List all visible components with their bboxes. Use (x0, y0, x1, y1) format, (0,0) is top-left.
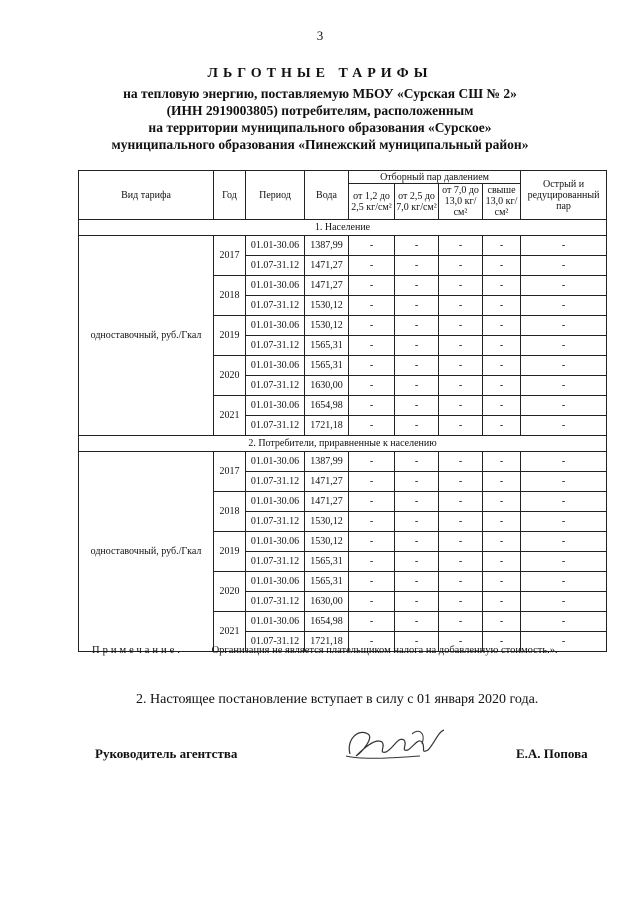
water-cell: 1471,27 (305, 276, 349, 296)
dash-cell: - (395, 416, 439, 436)
dash-cell: - (521, 452, 607, 472)
period-cell: 01.07-31.12 (246, 296, 305, 316)
dash-cell: - (439, 296, 483, 316)
dash-cell: - (439, 532, 483, 552)
water-cell: 1654,98 (305, 396, 349, 416)
title-line: на тепловую энергию, поставляемую МБОУ «Сурская СШ № 2» (123, 86, 517, 101)
dash-cell: - (395, 452, 439, 472)
dash-cell: - (439, 236, 483, 256)
header-steam-1: от 1,2 до 2,5 кг/см² (349, 184, 395, 220)
period-cell: 01.01-30.06 (246, 276, 305, 296)
signatory-role: Руководитель агентства (95, 746, 238, 761)
dash-cell: - (483, 256, 521, 276)
water-cell: 1471,27 (305, 492, 349, 512)
dash-cell: - (521, 572, 607, 592)
period-cell: 01.07-31.12 (246, 256, 305, 276)
dash-cell: - (395, 296, 439, 316)
dash-cell: - (349, 472, 395, 492)
dash-cell: - (521, 296, 607, 316)
dash-cell: - (395, 592, 439, 612)
dash-cell: - (395, 512, 439, 532)
period-cell: 01.07-31.12 (246, 472, 305, 492)
dash-cell: - (349, 276, 395, 296)
water-cell: 1721,18 (305, 632, 349, 652)
dash-cell: - (483, 472, 521, 492)
water-cell: 1471,27 (305, 472, 349, 492)
dash-cell: - (395, 532, 439, 552)
note-label: Примечание. (92, 645, 183, 656)
dash-cell: - (439, 492, 483, 512)
period-cell: 01.01-30.06 (246, 316, 305, 336)
water-cell: 1530,12 (305, 316, 349, 336)
dash-cell: - (521, 632, 607, 652)
period-cell: 01.01-30.06 (246, 572, 305, 592)
dash-cell: - (483, 356, 521, 376)
header-tariff-type: Вид тарифа (79, 171, 214, 220)
header-year: Год (214, 171, 246, 220)
dash-cell: - (483, 572, 521, 592)
dash-cell: - (349, 572, 395, 592)
water-cell: 1530,12 (305, 296, 349, 316)
tariff-type-cell: одноставочный, руб./Гкал (79, 452, 214, 652)
dash-cell: - (349, 632, 395, 652)
period-cell: 01.01-30.06 (246, 236, 305, 256)
dash-cell: - (521, 472, 607, 492)
dash-cell: - (439, 552, 483, 572)
dash-cell: - (483, 512, 521, 532)
period-cell: 01.01-30.06 (246, 532, 305, 552)
dash-cell: - (483, 552, 521, 572)
dash-cell: - (521, 592, 607, 612)
dash-cell: - (395, 472, 439, 492)
header-water: Вода (305, 171, 349, 220)
year-cell: 2018 (214, 492, 246, 532)
period-cell: 01.01-30.06 (246, 396, 305, 416)
dash-cell: - (349, 396, 395, 416)
dash-cell: - (395, 612, 439, 632)
water-cell: 1530,12 (305, 512, 349, 532)
dash-cell: - (521, 416, 607, 436)
water-cell: 1565,31 (305, 356, 349, 376)
section-row (79, 436, 607, 452)
title-main: ЛЬГОТНЫЕ ТАРИФЫ (207, 66, 433, 81)
note (92, 645, 558, 656)
signatory-name: Е.А. Попова (516, 746, 588, 761)
dash-cell: - (483, 396, 521, 416)
document-title (0, 66, 640, 153)
section-title: 2. Потребители, приравненные к населению (79, 436, 607, 452)
dash-cell: - (349, 532, 395, 552)
dash-cell: - (521, 492, 607, 512)
dash-cell: - (349, 612, 395, 632)
dash-cell: - (483, 632, 521, 652)
water-cell: 1721,18 (305, 416, 349, 436)
dash-cell: - (521, 336, 607, 356)
page-number: 3 (316, 28, 324, 43)
water-cell: 1630,00 (305, 592, 349, 612)
dash-cell: - (521, 376, 607, 396)
year-cell: 2021 (214, 612, 246, 652)
header-steam-2: от 2,5 до 7,0 кг/см² (395, 184, 439, 220)
period-cell: 01.07-31.12 (246, 552, 305, 572)
dash-cell: - (521, 532, 607, 552)
dash-cell: - (483, 376, 521, 396)
water-cell: 1387,99 (305, 452, 349, 472)
period-cell: 01.01-30.06 (246, 612, 305, 632)
year-cell: 2019 (214, 532, 246, 572)
dash-cell: - (439, 612, 483, 632)
water-cell: 1565,31 (305, 336, 349, 356)
dash-cell: - (521, 276, 607, 296)
dash-cell: - (349, 512, 395, 532)
year-cell: 2021 (214, 396, 246, 436)
dash-cell: - (483, 532, 521, 552)
dash-cell: - (521, 552, 607, 572)
dash-cell: - (439, 336, 483, 356)
section-row (79, 220, 607, 236)
dash-cell: - (521, 316, 607, 336)
dash-cell: - (395, 376, 439, 396)
dash-cell: - (439, 316, 483, 336)
dash-cell: - (439, 572, 483, 592)
dash-cell: - (395, 492, 439, 512)
period-cell: 01.07-31.12 (246, 336, 305, 356)
dash-cell: - (483, 492, 521, 512)
title-line: муниципального образования «Пинежский муниципальный район» (111, 137, 529, 152)
effective-date-paragraph: 2. Настоящее постановление вступает в силу с 01 января 2020 года. (136, 692, 539, 707)
dash-cell: - (439, 472, 483, 492)
dash-cell: - (395, 396, 439, 416)
dash-cell: - (483, 452, 521, 472)
dash-cell: - (439, 376, 483, 396)
water-cell: 1565,31 (305, 552, 349, 572)
year-cell: 2017 (214, 236, 246, 276)
dash-cell: - (483, 336, 521, 356)
dash-cell: - (349, 236, 395, 256)
water-cell: 1565,31 (305, 572, 349, 592)
dash-cell: - (349, 552, 395, 572)
dash-cell: - (521, 256, 607, 276)
dash-cell: - (349, 356, 395, 376)
dash-cell: - (521, 612, 607, 632)
dash-cell: - (439, 276, 483, 296)
dash-cell: - (439, 396, 483, 416)
dash-cell: - (395, 336, 439, 356)
year-cell: 2020 (214, 356, 246, 396)
dash-cell: - (439, 256, 483, 276)
period-cell: 01.07-31.12 (246, 632, 305, 652)
dash-cell: - (521, 236, 607, 256)
header-steam-4: свыше 13,0 кг/см² (483, 184, 521, 220)
dash-cell: - (349, 296, 395, 316)
period-cell: 01.01-30.06 (246, 492, 305, 512)
dash-cell: - (483, 276, 521, 296)
dash-cell: - (349, 452, 395, 472)
dash-cell: - (395, 356, 439, 376)
water-cell: 1387,99 (305, 236, 349, 256)
year-cell: 2017 (214, 452, 246, 492)
water-cell: 1630,00 (305, 376, 349, 396)
period-cell: 01.07-31.12 (246, 376, 305, 396)
dash-cell: - (439, 512, 483, 532)
tariff-type-cell: одноставочный, руб./Гкал (79, 236, 214, 436)
dash-cell: - (349, 336, 395, 356)
table-row (79, 236, 607, 256)
dash-cell: - (439, 356, 483, 376)
dash-cell: - (483, 416, 521, 436)
dash-cell: - (483, 316, 521, 336)
note-text: Организация не является плательщиком налога на добавленную стоимость.». (211, 645, 558, 656)
dash-cell: - (395, 316, 439, 336)
dash-cell: - (349, 592, 395, 612)
year-cell: 2018 (214, 276, 246, 316)
dash-cell: - (521, 396, 607, 416)
dash-cell: - (349, 316, 395, 336)
period-cell: 01.07-31.12 (246, 416, 305, 436)
title-line: на территории муниципального образования «Сурское» (148, 120, 492, 135)
dash-cell: - (349, 492, 395, 512)
dash-cell: - (439, 416, 483, 436)
year-cell: 2019 (214, 316, 246, 356)
dash-cell: - (439, 452, 483, 472)
header-steam-3: от 7,0 до 13,0 кг/см² (439, 184, 483, 220)
dash-cell: - (483, 296, 521, 316)
dash-cell: - (395, 552, 439, 572)
dash-cell: - (349, 416, 395, 436)
dash-cell: - (395, 572, 439, 592)
dash-cell: - (395, 236, 439, 256)
dash-cell: - (483, 612, 521, 632)
header-period: Период (246, 171, 305, 220)
water-cell: 1471,27 (305, 256, 349, 276)
water-cell: 1654,98 (305, 612, 349, 632)
section-title: 1. Население (79, 220, 607, 236)
dash-cell: - (521, 512, 607, 532)
dash-cell: - (521, 356, 607, 376)
period-cell: 01.07-31.12 (246, 592, 305, 612)
dash-cell: - (439, 632, 483, 652)
title-line: (ИНН 2919003805) потребителям, расположенным (166, 103, 474, 118)
dash-cell: - (349, 256, 395, 276)
period-cell: 01.01-30.06 (246, 452, 305, 472)
tariff-table (78, 170, 607, 652)
year-cell: 2020 (214, 572, 246, 612)
dash-cell: - (395, 276, 439, 296)
period-cell: 01.07-31.12 (246, 512, 305, 532)
water-cell: 1530,12 (305, 532, 349, 552)
period-cell: 01.01-30.06 (246, 356, 305, 376)
dash-cell: - (483, 236, 521, 256)
dash-cell: - (439, 592, 483, 612)
handwritten-signature (342, 722, 452, 773)
header-steam-group: Отборный пар давлением (349, 171, 521, 184)
dash-cell: - (395, 632, 439, 652)
table-row (79, 452, 607, 472)
header-sharp-steam: Острый и редуцированный пар (521, 171, 607, 220)
dash-cell: - (395, 256, 439, 276)
dash-cell: - (349, 376, 395, 396)
dash-cell: - (483, 592, 521, 612)
